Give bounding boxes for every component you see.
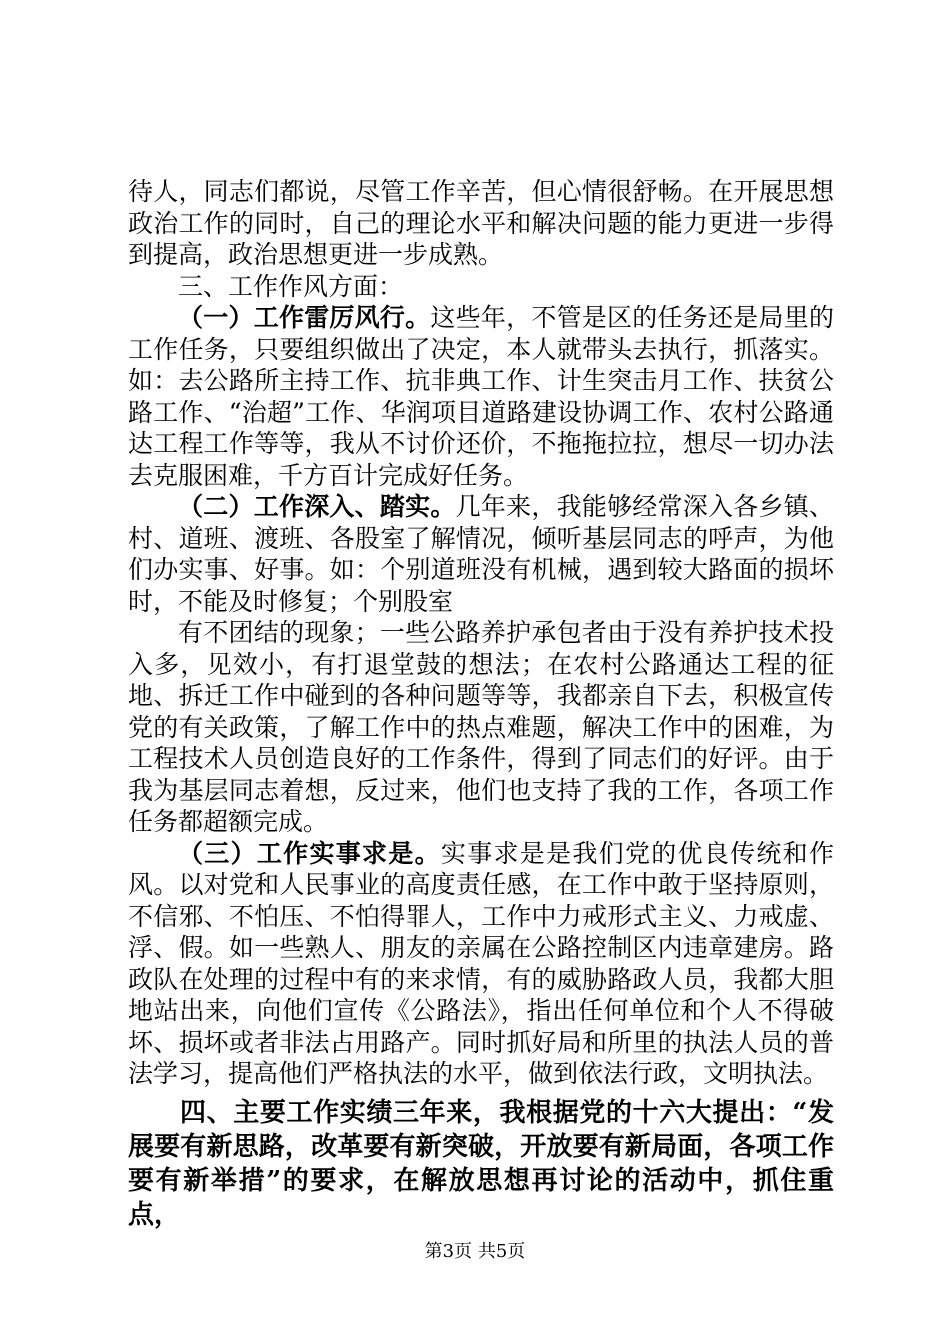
body-text	[128, 176, 834, 1232]
item-heading: （三）工作实事求是。	[178, 838, 441, 868]
paragraph-text: 这些年，不管是区的任务还是局里的工作任务，只要组织做出了决定，本人就带头去执行，抓落实。如：去公路所主持工作、抗非典工作、计生突击月工作、扶贫公路工作、“治超”工作、华润项目道路建设协调工作、农村公路通达工程工作等等，我从不讨价还价，不拖拖拉拉，想尽一切办法去克服困难，千方百计完成好任务。	[128, 303, 834, 490]
item-heading: （二）工作深入、踏实。	[178, 492, 456, 521]
page-footer: 第3页 共5页	[424, 1241, 526, 1262]
paragraph-continuation	[128, 176, 834, 271]
paragraph-item-1	[128, 302, 834, 491]
item-heading: （一）工作雷厉风行。	[178, 303, 431, 332]
paragraph-text: 几年来，我能够经常深入各乡镇、村、道班、渡班、各股室了解情况，倾听基层同志的呼声，为他们办实事、好事。如：个别道班没有机械，遇到较大路面的损坏时，不能及时修复；个别股室	[128, 492, 834, 616]
paragraph-text: 实事求是是我们党的优良传统和作风。以对党和人民事业的高度责任感，在工作中敢于坚持原则，不信邪、不怕压、不怕得罪人，工作中力戒形式主义、力戒虚、浮、假。如一些熟人、朋友的亲属在公路控制区内违章建房。路政队在处理的过程中有的来求情，有的威胁路政人员，我都大胆地站出来，向他们宣传《公路法》，指出任何单位和个人不得破坏、损坏或者非法占用路产。同时抓好局和所里的执法人员的普法学习，提高他们严格执法的水平，做到依法行政，文明执法。	[128, 838, 834, 1088]
item-heading: 四、主要工作实绩三年来，我根据党的十六大提出：“发展要有新思路，改革要有新突破，开放要有新局面，各项工作要有新举措”的要求，在解放思想再讨论的活动中，抓住重点，	[128, 1097, 834, 1230]
paragraph-text: 三、工作作风方面：	[178, 271, 404, 301]
paragraph-item-3	[128, 838, 834, 1090]
paragraph-item-2	[128, 491, 834, 617]
section-heading-3	[128, 271, 834, 303]
paragraph-text: 有不团结的现象；一些公路养护承包者由于没有养护技术投入多，见效小，有打退堂鼓的想法；在农村公路通达工程的征地、拆迁工作中碰到的各种问题等等，我都亲自下去，积极宣传党的有关政策，了解工作中的热点难题，解决工作中的困难，为工程技术人员创造良好的工作条件，得到了同志们的好评。由于我为基层同志着想，反过来，他们也支持了我的工作，各项工作任务都超额完成。	[128, 618, 834, 836]
paragraph-text: 待人，同志们都说，尽管工作辛苦，但心情很舒畅。在开展思想政治工作的同时，自己的理论水平和解决问题的能力更进一步得到提高，政治思想更进一步成熟。	[128, 177, 834, 269]
paragraph-item-2-continued	[128, 617, 834, 838]
section-heading-4	[128, 1096, 834, 1232]
